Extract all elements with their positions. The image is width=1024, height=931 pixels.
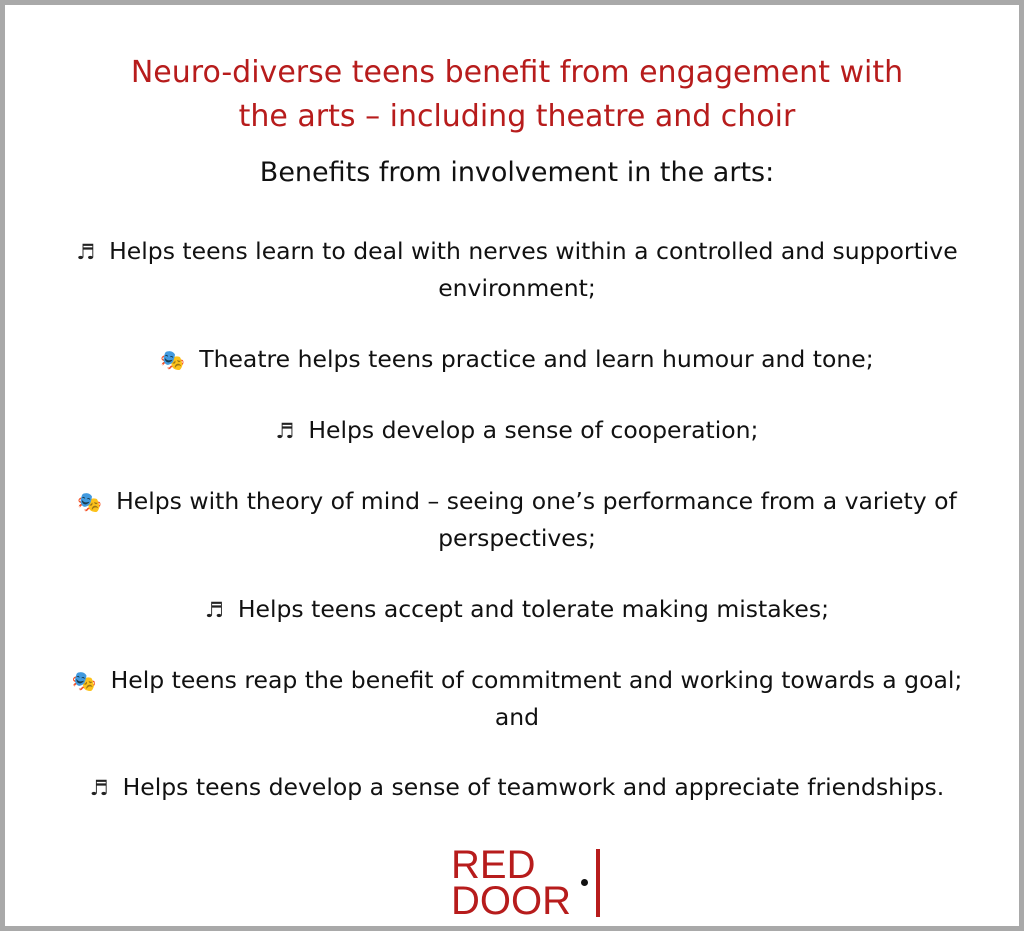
benefit-item-1-line-1 bbox=[27, 233, 1007, 270]
benefit-item-7-text: Helps teens develop a sense of teamwork and appreciate friendships. bbox=[122, 773, 945, 801]
benefits-heading: Benefits from involvement in the arts: bbox=[259, 157, 775, 188]
benefit-item-6-line-2: and bbox=[494, 703, 540, 731]
logo-word-door: DOOR bbox=[451, 879, 571, 923]
benefit-item-1 bbox=[27, 233, 1007, 306]
theatre-masks-icon: 🎭 bbox=[160, 348, 186, 372]
benefit-item-2-text: Theatre helps teens practice and learn humour and tone; bbox=[199, 345, 874, 373]
benefit-item-1-text: Helps teens learn to deal with nerves within a controlled and supportive bbox=[109, 237, 958, 265]
red-door-logo bbox=[451, 845, 611, 921]
benefit-item-3-line-1 bbox=[27, 412, 1007, 449]
benefit-item-1-line-2: environment; bbox=[438, 274, 596, 302]
theatre-masks-icon: 🎭 bbox=[71, 669, 97, 693]
benefit-item-5-line-1 bbox=[27, 591, 1007, 628]
benefit-item-6-text: Help teens reap the benefit of commitment and working towards a goal; bbox=[110, 666, 963, 694]
benefit-item-4-line-1 bbox=[27, 483, 1007, 520]
benefit-item-3 bbox=[27, 412, 1007, 449]
logo-dot bbox=[581, 879, 588, 886]
title-line-2: the arts – including theatre and choir bbox=[238, 99, 796, 134]
title-line-1: Neuro-diverse teens benefit from engagement with bbox=[130, 55, 904, 90]
benefit-item-4-line-2: perspectives; bbox=[438, 524, 596, 552]
benefit-item-2 bbox=[27, 341, 1007, 378]
music-note-icon: ♬ bbox=[275, 419, 295, 443]
benefit-item-5-text: Helps teens accept and tolerate making mistakes; bbox=[237, 595, 829, 623]
music-note-icon: ♬ bbox=[76, 240, 96, 264]
page-title bbox=[25, 51, 1009, 139]
benefit-item-7 bbox=[27, 769, 1007, 806]
benefit-item-4-text: Helps with theory of mind – seeing one’s performance from a variety of bbox=[116, 487, 957, 515]
music-note-icon: ♬ bbox=[89, 776, 109, 800]
benefit-item-4 bbox=[27, 483, 1007, 556]
logo-word-red: RED bbox=[451, 843, 536, 887]
benefit-item-6 bbox=[27, 662, 1007, 735]
benefit-item-5 bbox=[27, 591, 1007, 628]
benefit-item-6-line-1 bbox=[27, 662, 1007, 699]
logo-bar bbox=[596, 849, 600, 917]
benefit-item-7-line-1 bbox=[27, 769, 1007, 806]
benefit-item-2-line-1 bbox=[27, 341, 1007, 378]
theatre-masks-icon: 🎭 bbox=[77, 490, 103, 514]
music-note-icon: ♬ bbox=[205, 598, 224, 622]
benefit-item-3-text: Helps develop a sense of cooperation; bbox=[308, 416, 759, 444]
